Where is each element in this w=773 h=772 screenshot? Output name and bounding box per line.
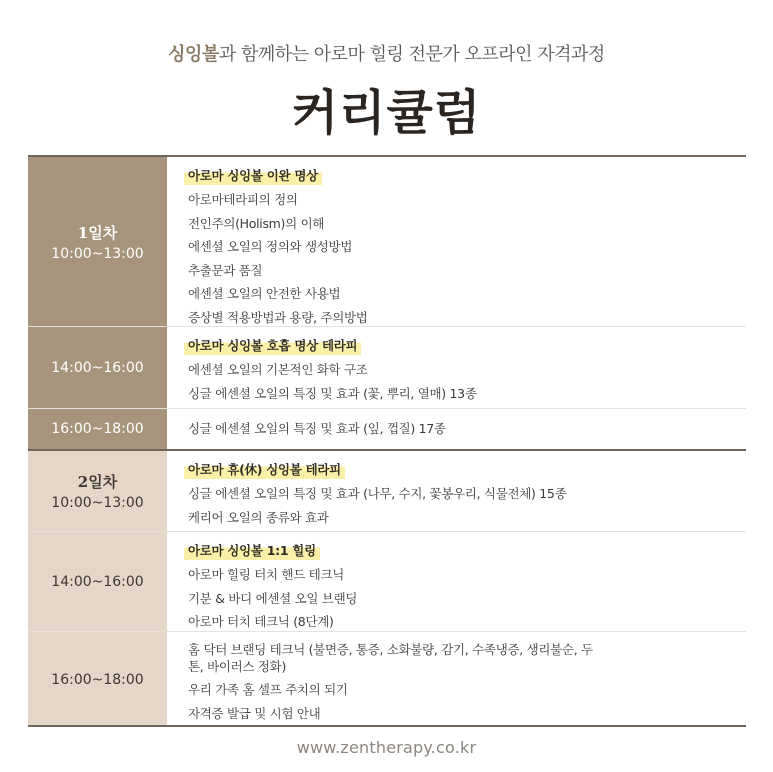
list-item: 싱글 에센셜 오일의 특징 및 효과 (나무, 수지, 꽃봉우리, 식물전체) 15종 bbox=[188, 486, 567, 501]
page-title: 커리큘럼 bbox=[291, 85, 482, 141]
table-row bbox=[28, 157, 746, 327]
time-cell bbox=[28, 632, 167, 727]
session-content bbox=[167, 451, 746, 531]
table-bottom-rule bbox=[28, 725, 746, 727]
time-label: 16:00~18:00 bbox=[51, 671, 144, 688]
table-row bbox=[28, 451, 746, 532]
curriculum-table bbox=[28, 155, 746, 727]
brand-name: 싱잉볼 bbox=[168, 44, 219, 65]
session-content bbox=[167, 632, 746, 727]
time-cell bbox=[28, 409, 167, 449]
subtitle-text: 과 함께하는 아로마 힐링 전문가 오프라인 자격과정 bbox=[218, 44, 605, 65]
time-label: 14:00~16:00 bbox=[51, 359, 144, 376]
list-item: 아로마 터치 테크닉 (8단계) bbox=[188, 614, 334, 629]
time-label: 14:00~16:00 bbox=[51, 573, 144, 590]
session-heading: 아로마 싱잉볼 1:1 힐링 bbox=[184, 541, 320, 560]
session-content bbox=[167, 327, 746, 408]
list-item: 아로마테라피의 정의 bbox=[188, 192, 298, 207]
list-item: 에센셜 오일의 정의와 생성방법 bbox=[188, 239, 353, 254]
list-item: 에센셜 오일의 안전한 사용법 bbox=[188, 286, 341, 301]
session-heading: 아로마 휴(休) 싱잉볼 테라피 bbox=[184, 460, 345, 479]
list-item: 홈 닥터 브랜딩 테크닉 (불면증, 통증, 소화불량, 감기, 수족냉증, 생리불순, 두톤, 바이러스 정화) bbox=[188, 642, 593, 674]
list-item: 싱글 에센셜 오일의 특징 및 효과 (잎, 껍질) 17종 bbox=[188, 421, 446, 436]
session-content bbox=[167, 532, 746, 631]
time-cell bbox=[28, 532, 167, 631]
list-item: 추출문과 품질 bbox=[188, 262, 263, 278]
day-label: 1일차 bbox=[77, 223, 118, 242]
list-item: 증상별 적용방법과 용량, 주의방법 bbox=[188, 309, 368, 325]
table-row bbox=[28, 409, 746, 451]
list-item: 케리어 오일의 종류와 효과 bbox=[188, 509, 329, 525]
session-content bbox=[167, 157, 746, 326]
list-item: 자격증 발급 및 시험 안내 bbox=[188, 705, 321, 721]
time-cell bbox=[28, 157, 167, 326]
time-cell bbox=[28, 327, 167, 408]
time-cell bbox=[28, 451, 167, 531]
session-heading: 아로마 싱잉볼 이완 명상 bbox=[184, 166, 322, 185]
course-subtitle bbox=[0, 40, 773, 66]
list-item: 전인주의(Holism)의 이해 bbox=[188, 215, 325, 231]
list-item: 에센셜 오일의 기본적인 화학 구조 bbox=[188, 362, 368, 377]
table-row bbox=[28, 532, 746, 632]
website-url: www.zentherapy.co.kr bbox=[296, 738, 477, 757]
table-row bbox=[28, 632, 746, 727]
day-label: 2일차 bbox=[77, 473, 118, 491]
list-item: 우리 가족 홈 셀프 주치의 되기 bbox=[188, 682, 348, 697]
session-content bbox=[167, 409, 746, 449]
list-item: 싱글 에센셜 오일의 특징 및 효과 (꽃, 뿌리, 열매) 13종 bbox=[188, 385, 477, 401]
session-heading: 아로마 싱잉볼 호흡 명상 테라피 bbox=[184, 336, 361, 355]
list-item: 아로마 힐링 터치 핸드 테크닉 bbox=[188, 567, 344, 582]
list-item: 기분 & 바디 에센셜 오일 브랜딩 bbox=[188, 590, 358, 606]
time-label: 10:00~13:00 bbox=[51, 245, 144, 262]
table-row bbox=[28, 327, 746, 409]
time-label: 16:00~18:00 bbox=[51, 421, 144, 437]
time-label: 10:00~13:00 bbox=[51, 495, 144, 511]
